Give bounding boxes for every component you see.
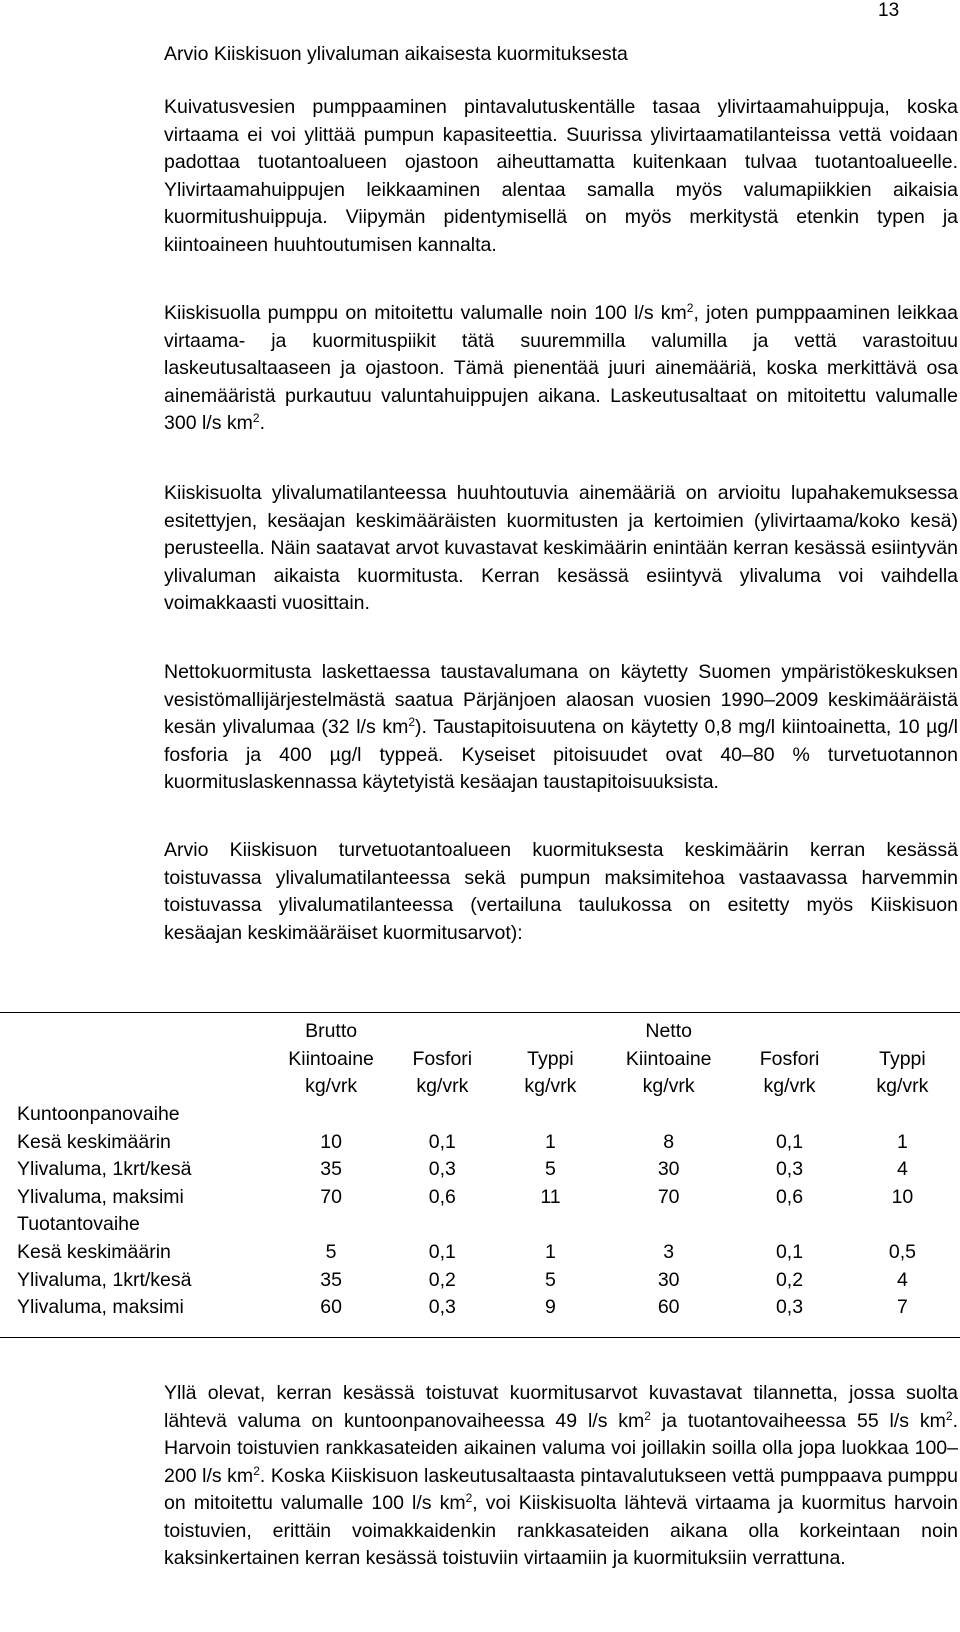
table-cell: 0,6 <box>775 1185 804 1208</box>
superscript: 2 <box>253 1463 260 1478</box>
text-segment: Kiiskisuolla pumppu on mitoitettu valumalle noin 100 l/s km <box>164 302 687 324</box>
table-cell: 9 <box>545 1296 556 1319</box>
column-header: Fosfori <box>412 1047 473 1070</box>
table-cell: 35 <box>320 1158 342 1181</box>
unit-label: kg/vrk <box>763 1075 816 1098</box>
table-cell: 4 <box>896 1268 908 1291</box>
column-header: Typpi <box>879 1047 926 1070</box>
column-header: Fosfori <box>759 1047 820 1070</box>
table-cell: 35 <box>320 1268 342 1291</box>
table-row <box>0 1156 960 1184</box>
table-cell: 0,2 <box>428 1268 456 1291</box>
table-cell: 7 <box>896 1296 908 1319</box>
table-cell: 5 <box>545 1158 556 1181</box>
brutto-header: Brutto <box>305 1020 358 1043</box>
table-row <box>0 1266 960 1294</box>
table-section-row <box>0 1211 960 1239</box>
paragraph-pumping: Kuivatusvesien pumppaaminen pintavalutuskentälle tasaa ylivirtaamahuippuja, koska virtaama ei voi ylittää pumpun kapasiteettia. Suurissa ylivirtaamatilanteissa vettä voidaan padottaa tuotantoalueen ojastoon aiheuttamatta kuitenkaan tulvaa tuotantoalueelle. Ylivirtaamahuippujen leikkaaminen alentaa samalla myös valumapiikkien aikaisia kuormitushuippuja. Viipymän pidentymisellä on myös merkitystä etenkin typen ja kiintoaineen huuhtoutumisen kannalta. <box>164 96 958 256</box>
table-cell: 11 <box>540 1185 561 1208</box>
table-cell: 0,3 <box>775 1158 804 1181</box>
table-cell: 0,3 <box>428 1158 456 1181</box>
table-group-header-row <box>0 1018 960 1046</box>
table-cell: 4 <box>896 1158 908 1181</box>
section-label: Kuntoonpanovaihe <box>17 1103 180 1126</box>
table-cell: 0,6 <box>428 1185 456 1208</box>
table-cell: 10 <box>891 1185 914 1208</box>
table-cell: 0,3 <box>775 1296 804 1319</box>
table-cell: 5 <box>325 1241 337 1264</box>
netto-header: Netto <box>645 1020 692 1043</box>
unit-label: kg/vrk <box>416 1075 469 1098</box>
row-label: Ylivaluma, 1krt/kesä <box>17 1268 192 1291</box>
table-row <box>0 1184 960 1212</box>
table-cell: 30 <box>657 1158 680 1181</box>
superscript: 2 <box>408 715 416 729</box>
superscript: 2 <box>252 411 260 425</box>
table-top-rule <box>0 1012 960 1013</box>
table-cell: 5 <box>545 1268 556 1291</box>
table-row <box>0 1239 960 1267</box>
table-cell: 60 <box>657 1296 680 1319</box>
paragraph-pump-capacity <box>164 300 958 438</box>
table-row <box>0 1294 960 1322</box>
superscript: 2 <box>686 301 694 315</box>
column-header: Kiintoaine <box>625 1047 712 1070</box>
table-corner-cell <box>0 1018 275 1046</box>
row-label: Ylivaluma, maksimi <box>17 1296 184 1319</box>
section-title: Arvio Kiiskisuon ylivaluman aikaisesta kuormituksesta <box>164 43 628 65</box>
column-header: Kiintoaine <box>288 1047 374 1070</box>
table-unit-row <box>0 1073 960 1101</box>
text-segment: Nettokuormitusta laskettaessa taustavalumana on käytetty Suomen ympäristökeskuksen vesistömallijärjestelmästä saatua Pärjänjoen alaosan vuosien 1990–2009 keskimääräistä kesän ylivalumaa (32 l/s km <box>164 661 958 738</box>
paragraph-estimate-basis: Kiiskisuolta ylivalumatilanteessa huuhtoutuvia ainemääriä on arvioitu lupahakemuksessa esitettyjen, kesäajan keskimääräisten kuormitusten ja kertoimien (ylivirtaama/koko kesä) perusteella. Näin saatavat arvot kuvastavat keskimäärin enintään kerran kesässä esiintyvän ylivaluman aikaista kuormitusta. Kerran kesässä esiintyvä ylivaluma voi vaihdella voimakkaasti vuosittain. <box>164 482 958 614</box>
table-cell: 70 <box>657 1185 680 1208</box>
table-cell: 30 <box>657 1268 680 1291</box>
table-cell: 60 <box>320 1296 342 1319</box>
text-segment: Yllä olevat, kerran kesässä toistuvat kuormitusarvot kuvastavat tilannetta, jossa suolta lähtevä valuma on kuntoonpanovaiheessa 49 l/s km <box>164 1382 958 1432</box>
superscript: 2 <box>465 1491 473 1505</box>
table-cell: 0,3 <box>428 1296 456 1319</box>
text-segment: ja tuotantovaiheessa 55 l/s km <box>650 1409 946 1432</box>
table-row <box>0 1128 960 1156</box>
text-segment: . <box>259 412 265 434</box>
row-label: Kesä keskimäärin <box>17 1130 171 1153</box>
superscript: 2 <box>644 1408 651 1423</box>
table-cell: 1 <box>545 1130 556 1153</box>
table-cell: 0,1 <box>428 1241 456 1264</box>
table-cell: 70 <box>320 1185 342 1208</box>
table-cell: 0,1 <box>775 1241 804 1264</box>
superscript: 2 <box>945 1408 953 1423</box>
text-segment: ). Taustapitoisuutena on käytetty 0,8 mg/l kiintoainetta, 10 µg/l fosforia ja 400 µg/l typpeä. Kyseiset pitoisuudet ovat 40–80 % turvetuotannon kuormituslaskennassa käytetyistä kesäajan taustapitoisuuksista. <box>164 716 958 793</box>
load-table <box>0 1018 960 1322</box>
table-cell: 3 <box>663 1241 675 1264</box>
row-label: Ylivaluma, 1krt/kesä <box>17 1158 192 1181</box>
row-label: Kesä keskimäärin <box>17 1241 171 1264</box>
table-cell: 1 <box>896 1130 908 1153</box>
section-label: Tuotantovaihe <box>17 1213 140 1236</box>
column-header: Typpi <box>527 1047 574 1070</box>
table-cell: 8 <box>663 1130 675 1153</box>
table-section-row <box>0 1101 960 1129</box>
text-segment: . Koska Kiiskisuon laskeutusaltaasta pintavalutukseen vettä pumppaava pumppu on mitoitettu valumalle 100 l/s km <box>164 1464 958 1514</box>
table-cell: 0,5 <box>888 1241 916 1264</box>
table-cell: 0,2 <box>775 1268 804 1291</box>
row-label: Ylivaluma, maksimi <box>17 1185 184 1208</box>
table-cell: 10 <box>320 1130 342 1153</box>
unit-label: kg/vrk <box>876 1075 929 1098</box>
paragraph-net-load <box>164 659 958 797</box>
table-column-header-row <box>0 1046 960 1074</box>
text-segment: , joten pumppaaminen leikkaa virtaama- ja kuormituspiikit tätä suuremmilla valumilla ja vettä varastoituu laskeutusaltaaseen ja ojastoon. Tämä pienentää juuri ainemääriä, koska merkittävä osa ainemääristä purkautuu valuntahuippujen aikana. Laskeutusaltaat on mitoitettu valumalle 300 l/s km <box>164 302 958 434</box>
table-cell: 1 <box>545 1241 556 1264</box>
page-number: 13 <box>878 0 900 21</box>
table-cell: 0,1 <box>775 1130 804 1153</box>
table-cell: 0,1 <box>428 1130 456 1153</box>
text-segment: . Harvoin toistuvien rankkasateiden aikainen valuma voi joillakin soilla olla jopa luokkaa 100–200 l/s km <box>164 1409 958 1487</box>
unit-label: kg/vrk <box>305 1075 358 1098</box>
unit-label: kg/vrk <box>524 1075 577 1098</box>
table-bottom-rule <box>0 1337 960 1338</box>
unit-label: kg/vrk <box>642 1075 695 1098</box>
paragraph-table-intro: Arvio Kiiskisuon turvetuotantoalueen kuormituksesta keskimäärin kerran kesässä toistuvassa ylivalumatilanteessa sekä pumpun maksimitehoa vastaavassa harvemmin toistuvassa ylivalumatilanteessa (vertailuna taulukossa on esitetty myös Kiiskisuon kesäajan keskimääräiset kuormitusarvot): <box>164 839 958 944</box>
paragraph-conclusion <box>164 1380 958 1573</box>
text-segment: , voi Kiiskisuolta lähtevä virtaama ja kuormitus harvoin toistuvien, erittäin voimakkaidenkin rankkasateiden aikana olla korkeintaan noin kaksinkertainen kerran kesässä toistuviin virtaamiin ja kuormituksiin verrattuna. <box>164 1492 958 1569</box>
